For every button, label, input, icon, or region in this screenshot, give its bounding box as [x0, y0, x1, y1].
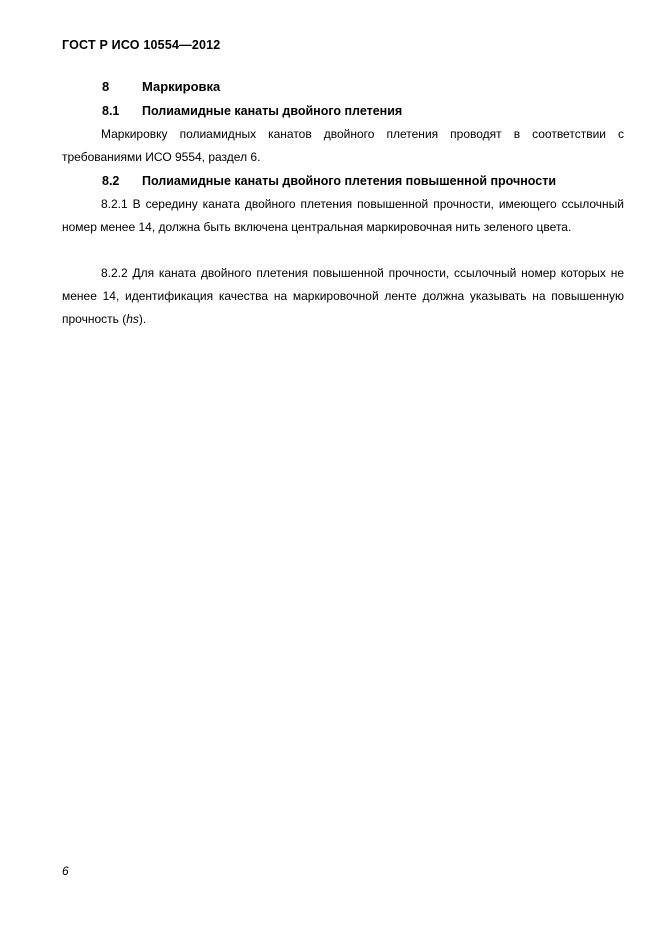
section-8-2-title: Полиамидные канаты двойного плетения повышенной прочности: [142, 174, 557, 188]
paragraph-8-2-1: 8.2.1 В середину каната двойного плетения повышенной прочности, имеющего ссылочный номер менее 14, должна быть включена центральная маркировочная нить зеленого цвета.: [62, 197, 624, 234]
page-number: 6: [62, 864, 69, 878]
section-8-1-title: Полиамидные канаты двойного плетения: [142, 104, 403, 118]
hs-abbreviation: hs: [126, 312, 139, 326]
section-8-number: 8: [102, 79, 110, 94]
standard-code: ГОСТ Р ИСО 10554—2012: [62, 38, 221, 52]
paragraph-8-2-2-end: ).: [138, 312, 147, 326]
section-8-2-number: 8.2: [102, 174, 120, 188]
section-8-1-number: 8.1: [102, 104, 120, 118]
section-8-title: Маркировка: [142, 79, 221, 94]
paragraph-8-2-2-text: 8.2.2 Для каната двойного плетения повышенной прочности, ссылочный номер которых не менее 14, идентификация качества на маркировочной ленте должна указывать на повышенную прочность (: [62, 266, 624, 326]
section-8-1-paragraph: Маркировку полиамидных канатов двойного плетения проводят в соответствии с требованиями ИСО 9554, раздел 6.: [62, 127, 624, 164]
paragraph-8-2-2: [62, 262, 624, 331]
